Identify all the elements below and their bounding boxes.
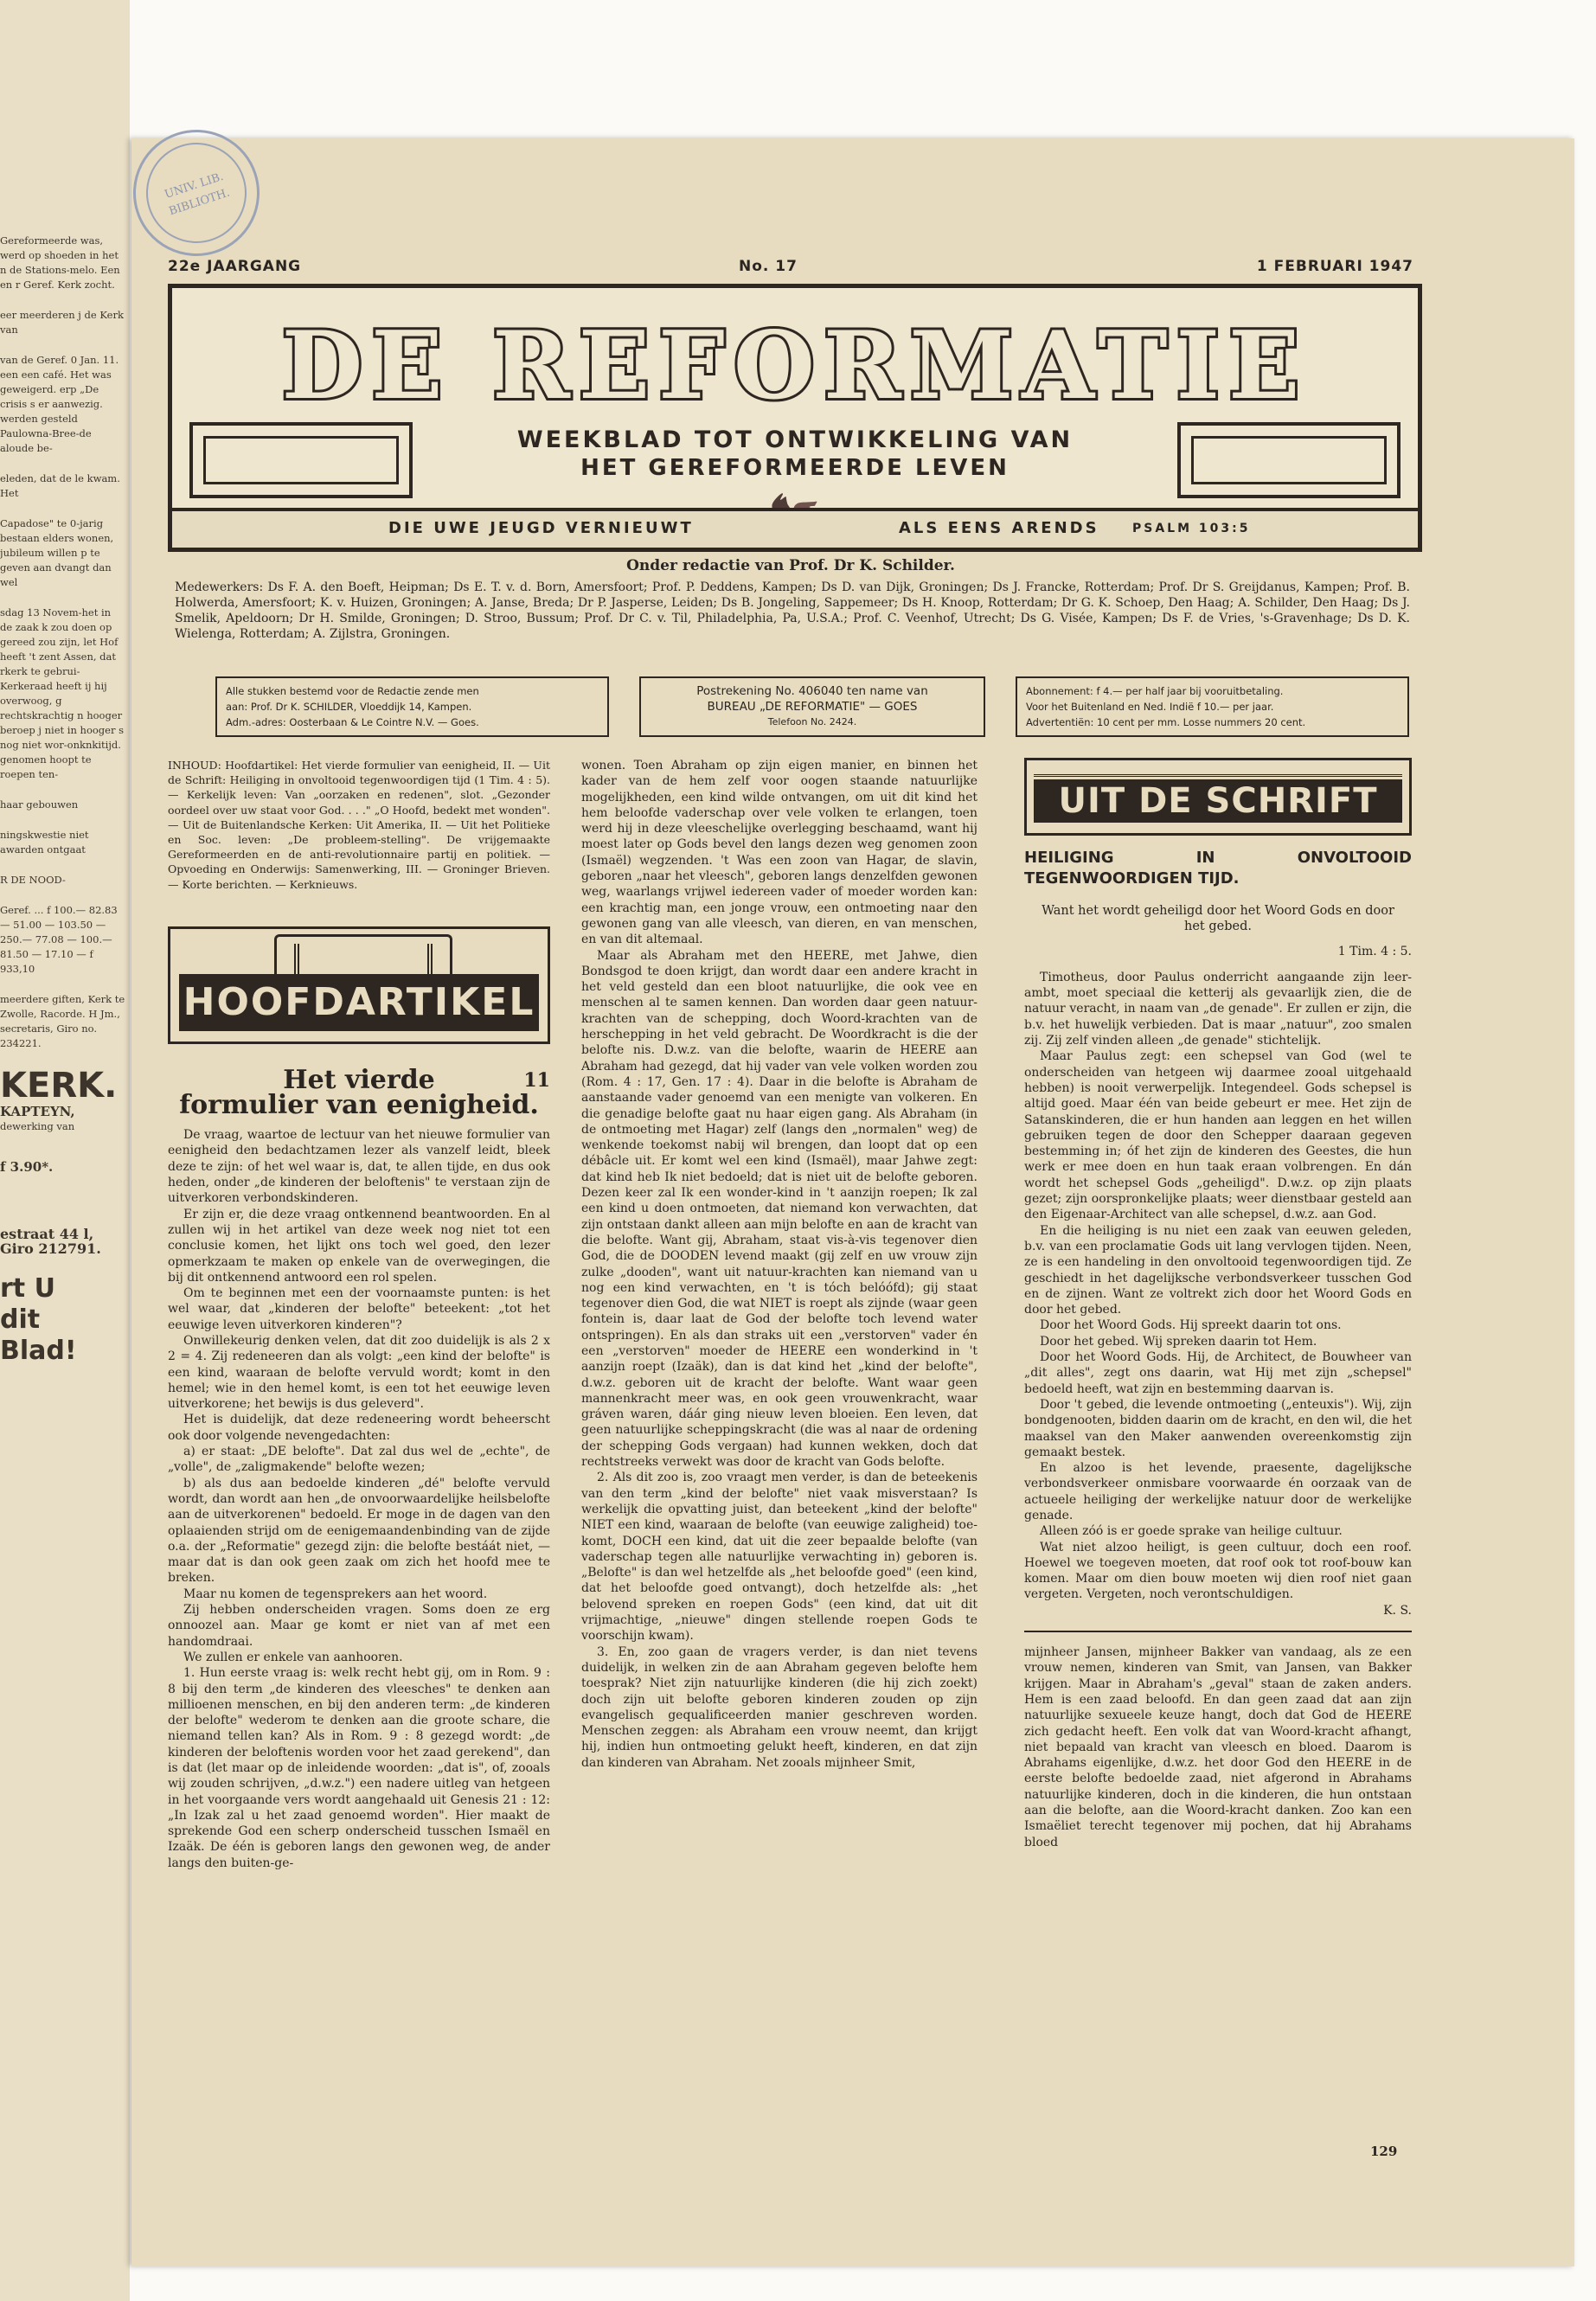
info-line: Voor het Buitenland en Ned. Indië f 10.— per jaar. [1026,701,1274,713]
article-title-line2: formulier van eenigheid. [179,1089,539,1120]
prev-fragment: meerdere giften, Kerk te Zwolle, Racorde. H Jm., secretaris, Giro no. 234221. [0,993,125,1049]
table-of-contents: INHOUD: Hoofdartikel: Het vierde formulier van eenigheid, II. — Uit de Schrift: Heiliging in onvoltooid tegenwoordigen tijd (1 Tim. 4 : 5). — Kerkelijk leven: Van „oorzaken en redenen", slot. „Gezonder oordeel over uw staat voor God. . . ." „O Hoofd, bedekt met wonden". — Uit de Buitenlandsche Kerken: Uit Amerika, II. — Uit het Politieke en Soc. leven: „De probleem-stelling". De vrijgemaakte Gereformeerden en de anti-revolutionnaire partij en politiek. — Opvoeding en Onderwijs: Samenwerking, III. — Groninger Brieven. — Korte berichten. — Kerknieuws. [168,759,550,891]
paragraph: Onwillekeurig denken velen, dat dit zoo duidelijk is als 2 x 2 = 4. Zij redeneeren dan als volgt: „een kind der belofte" is een kind, waaraan de belofte vervuld wordt; komt in den hemel; wie in den hemel komt, is een tot het eeuwige leven uitverkorene; het bewijs is dus geleverd". [168,1333,550,1412]
prev-fragment: Capadose" te 0-jarig bestaan elders wonen, jubileum willen p te geven aan dvangt dan wel [0,517,114,588]
prev-fragment: Gereformeerde was, werd op shoeden in het n de Stations-melo. Een en r Geref. Kerk zocht. [0,234,120,291]
paragraph: mijnheer Jansen, mijnheer Bakker van vandaag, als ze een vrouw nemen, kinderen van Smit, van Jansen, van Bakker krijgen. Maar in Abraham's „geval" staan de zaken anders. Hem is een zaad beloofd. En dan geen zaad dat aan zijn natuurlijke sexueele keuze hangt, doch dat God de HEERE zich gedacht heeft. Een volk dat van Woord-kracht afhangt, niet bepaald van kracht van vleesch en bloed. Daarom is Abrahams eigenlijke, d.w.z. het door God den HEERE in de eerste belofte bedoelde zaad, niet afgerond in Abrahams natuurlijke kinderen, doch in die kinderen, die hun ontstaan aan die belofte, aan die Woord-kracht danken. Zoo kan een Ismaëliet terecht tegenover mij pochen, dat hij Abrahams bloed [1024,1645,1412,1849]
paragraph: Wat niet alzoo heiligt, is geen cultuur, doch een roof. Hoewel we toegeven moeten, dat roof ook tot roof-bouw kan komen. Maar om dien bouw moeten wij dien roof niet gaan vergeten. Vergeten, noch verontschuldigen. [1024,1540,1412,1602]
paragraph: Maar Paulus zegt: een schepsel van God (wel te onderscheiden van hetgeen wij daarmee zooal uitgehaald hebben) is nooit verwerpelijk. Integendeel. Gods schepsel is altijd goed. Maar één van beide gebeurt er mee. Het zijn de Satanskinderen, die er hun handen aan leggen en het willen gebruiken tegen de door den Schepper daaraan gegeven bestemming in; óf het zijn de kinderen des Geestes, die hun werk er mee doen en hun taak eraan volbrengen. En dán wordt het schepsel Gods „geheiligd". D.w.z. op zijn plaats gezet; zijn oorspronkelijke plaats; weer dienstbaar gesteld aan den Eigenaar-Architect van alle schepsel, d.w.z. aan God. [1024,1049,1412,1222]
paragraph: Om te beginnen met een der voornaamste punten: is het wel waar, dat „kinderen der belofte" beteekent: „tot het eeuwige leven uitverkoren kinderen"? [168,1286,550,1332]
divider [1024,1631,1412,1632]
info-line: Abonnement: f 4.— per half jaar bij vooruitbetaling. [1026,685,1284,697]
hoofdartikel-banner [168,926,550,1044]
prev-fragment: R DE NOOD- [0,874,66,886]
jaargang: 22e JAARGANG [168,258,302,275]
section-subtitle: HEILIGING IN ONVOLTOOID TEGENWOORDIGEN TIJD. [1024,849,1412,888]
prev-ad-giro: Giro 212791. [0,1240,101,1257]
prev-ad-bottom2: dit Blad! [0,1304,77,1366]
info-line: Alle stukken bestemd voor de Redactie zende men [226,685,479,697]
editorial-address-box [215,676,609,737]
paragraph: Maar nu komen de tegensprekers aan het woord. [183,1586,488,1601]
paragraph: Het is duidelijk, dat deze redeneering wordt beheerscht ook door volgende nevengedachten: [168,1413,550,1443]
paragraph: 2. Als dit zoo is, zoo vraagt men verder, is dan de beteekenis van den term „kind der belofte" niet vaak misverstaan? Is werkelijk die opvatting juist, dan beteekent „kind der belofte" NIET een kind, waaraan de belofte (van eeuwige zaligheid) toe-komt, DOCH een kind, dat uit die zeer bepaalde belofte (van vaderschap tegen alle natuurlijke verwachting in) geboren is. „Belofte" is dan wel hetzelfde als „het beloofde goed" (een kind, dat het beloofde goed ontvangt), doch hetzelfde als: „het belovend spreken en roepen Gods" (een kind, dat uit dit vrijmachtige, „nieuwe" dingen stellende roepen Gods te voorschijn kwam). [581,1471,977,1644]
paragraph: Alleen zóó is er goede sprake van heilige cultuur. [1040,1524,1343,1539]
prev-fragment: eleden, dat de le kwam. Het [0,472,120,499]
prev-fragment: sdag 13 Novem-het in de zaak k zou doen op gereed zou zijn, let Hof heeft 't zent Assen, dat rkerk te gebrui-Kerkeraad heeft ij hij overwoog, g rechtskrachtig n hooger beroep j niet in hooger s nog niet wor-onknkitijd. genomen hoopt te roepen ten- [0,606,125,780]
masthead-motto-band [172,508,1418,548]
paragraph: We zullen er enkele van aanhooren. [183,1650,403,1664]
masthead [168,284,1422,552]
paragraph: 1. Hun eerste vraag is: welk recht hebt gij, om in Rom. 9 : 8 bij den term „de kinderen des vleesches" te denken aan millioenen menschen, en bij den anderen term: „de kinderen der belofte" wederom te denken aan die groote schare, die niemand tellen kan? Als in Rom. 9 : 8 gezegd wordt: „de kinderen der beloftenis worden voor het zaad gerekend", dan is dat (let maar op de inleidende woorden: „dat is", of, zooals wij zouden schrijven, „d.w.z.") een nadere uitleg van hetgeen in het voorgaande vers wordt aangehaald uit Genesis 21 : 12: „In Izak zal u het zaad genoemd worden". Hier maakt de sprekende God een scherp onderscheid tusschen Ismaël en Izaäk. De één is geboren langs den gewonen weg, de ander langs den buiten-ge- [168,1666,550,1870]
paragraph: Door het Woord Gods. Hij spreekt daarin tot ons. [1040,1318,1342,1333]
postal-account-box [639,676,985,737]
scripture-motto: Want het wordt geheiligd door het Woord Gods en door het gebed. [1042,904,1394,934]
article-part-number: 11 [523,1068,550,1092]
paragraph: a) er staat: „DE belofte". Dat zal dus wel de „echte", de „volle", de „zaligmakende" belofte wezen; [168,1445,550,1475]
subscription-box [1016,676,1409,737]
info-line: Advertentiën: 10 cent per mm. Losse nummers 20 cent. [1026,716,1306,728]
paragraph: Door het Woord Gods. Hij, de Architect, de Bouwheer van „dit alles", zegt ons daarin, wat Hij met zijn „schepsel" bedoeld heeft, wat zijn en bestemming daarvan is. [1024,1350,1412,1396]
column-2 [581,758,977,1771]
motto-reference: PSALM 103:5 [1132,522,1251,535]
paragraph: Door 't gebed, die levende ontmoeting („enteuxis"). Wij, zijn bondgenooten, bidden daarin om de kracht, en den wil, die het maaksel van den Maker aanwenden overeenkomstig zijn gemaakt bestek. [1024,1397,1412,1459]
prev-ad-line: dewerking van [0,1120,75,1132]
masthead-ornament-left [189,422,413,498]
masthead-subtitle-2: HET GEREFORMEERDE LEVEN [580,455,1010,481]
article-title [168,1063,550,1098]
masthead-subtitle-1: WEEKBLAD TOT ONTWIKKELING VAN [516,426,1074,453]
column-1 [168,758,550,1871]
masthead-title: DE REFORMATIE [281,311,1309,420]
issue-date: 1 FEBRUARI 1947 [1256,258,1413,275]
previous-page-fragment [0,234,125,1877]
info-line: aan: Prof. Dr K. SCHILDER, Vloeddijk 14, Kampen. [226,701,472,713]
paragraph: En alzoo is het levende, praesente, dagelijksche verbondsverkeer onmisbare voorwaarde én oorzaak van de actueele heiliging der werkelijke natuur door de werkelijke genade. [1024,1461,1412,1522]
prev-ad-bottom1: rt U [0,1273,55,1304]
paragraph: Er zijn er, die deze vraag ontkennend beantwoorden. En al zullen wij in het artikel van deze week nog niet tot een conclusie komen, het lijkt ons toch wel goed, den lezer opmerkzaam te maken op enkele van de overwegingen, die bij dit ontkennend antwoord een rol spelen. [168,1207,550,1285]
banner-ornament [274,934,452,977]
uit-de-schrift-label: UIT DE SCHRIFT [1034,779,1402,823]
uit-de-schrift-banner [1024,758,1412,836]
banner-ornament [1034,764,1402,777]
info-line: Postrekening No. 406040 ten name van [696,684,928,698]
library-stamp [117,113,276,272]
paragraph: En die heiliging is nu niet een zaak van eeuwen geleden, b.v. van een proclamatie Gods uit lang vervlogen tijden. Neen, ze is een handeling in den onvoltooid tegenwoordigen tijd. Ze geschiedt in het dagelijksche verbondsverkeer tusschen God en de zijnen. Want ze voltrekt zich door het Woord Gods en door het gebed. [1024,1223,1412,1317]
paragraph: Maar als Abraham met den HEERE, met Jahwe, dien Bondsgod te doen krijgt, dan wordt daar een andere kracht in het veld gesteld dan een bloot natuurlijke, die ook vee en menschen al te samen kennen. Dan worden daar geen natuur-krachten van de schepping, doch Woord-krachten van de herschepping in het veld gebracht. De Woordkracht is die der belofte nis. D.w.z. van die belofte, waarin de HEERE aan Abraham had gezegd, dat hij vader van vele volken worden zou (Rom. 4 : 17, Gen. 17 : 4). Daar in die belofte is Abraham de aanstaande vader genoemd van een menigte van volkeren. En die genadige belofte gaat nu haar eigen gang. Als Abraham (in de ontmoeting met Hagar) zelf (langs den „normalen" weg) de wenkende toekomst nabij wil brengen, dan loopt dat op een débâcle uit. Er komt wel een kind (Ismaël), maar Jahwe zegt: dat kind heb Ik niet bedoeld; dat is niet uit de belofte geboren. Dezen keer zal Ik een wonder-kind in 't aanzijn roepen; Ik zal een kind u doen ontmoeten, dat niemand kon verwachten, dat zijn ontstaan dankt alleen aan mijn belofte en aan de kracht van die belofte. Want gij, Abraham, staat vis-à-vis tegenover dien God, die de DOODEN levend maakt (gij zelf en uw vrouw zijn zulke „dooden", want uit natuur-krachten kan niemand van u nog een kind verwachten, en 't is tóch belóófd); gij staat tegenover dien God, die wat NIET is roept als zijnde (waar geen fontein is, daar laat de God der belofte toch levend water ontspringen). En als dan straks uit een „verstorven" vader én een „verstorven" moeder de HEERE een wonderkind in 't aanzijn roept (Izaäk), dan is dat kind het „kind der belofte", d.w.z. geboren uit de kracht der belofte. Want waar geen mannenkracht meer was, en ook geen vrouwenkracht, waar gráven waren, dáár ging nieuw leven bloeien. Een leven, dat geen natuurlijke scheppingskracht (die was al naar de ordening der schepping Gods vergaan) had kunnen wekken, doch dat rechtstreeks verwekt was door de kracht van Gods belofte. [581,948,977,1470]
signature: K. S. [1383,1603,1412,1618]
prev-fragment: haar gebouwen [0,798,79,811]
paragraph: Zij hebben onderscheiden vragen. Soms doen ze erg onnoozel aan. Maar ge komt er niet van af met een handomdraai. [168,1603,550,1649]
prev-ad-kerk: KERK. [0,1066,118,1106]
paragraph: b) als dus aan bedoelde kinderen „dé" belofte vervuld wordt, dan wordt aan hen „de onvoorwaardelijke heilsbelofte aan de uitverkorenen" bedoeld. Er moge in de dagen van den oplaaienden strijd om de eenigemaandenbinding van de zijde o.a. der „Reformatie" gezegd zijn: die belofte bestáát niet, — maar dat is dan ook geen zaak om zich het hoofd mee te breken. [168,1476,550,1586]
paragraph: 3. En, zoo gaan de vragers verder, is dan niet tevens duidelijk, in welken zin de aan Abraham gegeven belofte hem toesprak? Niet zijn natuurlijke kinderen (die hij zich zoekt) doch zijn uit belofte geboren kinderen zouden op zijn evangelisch gequalificeerden manier geschreven worden. Menschen zeggen: als Abraham een vrouw neemt, dan krijgt hij, indien hun ontmoeting gelukt heeft, kinderen, en dat zijn dan kinderen van Abraham. Net zooals mijnheer Smit, [581,1644,977,1770]
info-line: BUREAU „DE REFORMATIE" — GOES [707,700,918,714]
issue-number: No. 17 [739,258,798,275]
prev-fragment: van de Geref. 0 Jan. 11. een een café. Het was geweigerd. erp „De crisis s er aanwezig. werden gesteld Paulowna-Bree-de aloude be- [0,354,119,454]
paragraph: De vraag, waartoe de lectuur van het nieuwe formulier van eenigheid den bedachtzamen lezer als vanzelf leidt, bleek deze te zijn: of het wel waar is, dat, te allen tijde, en dus ook heden, onder „de kinderen der beloftenis" te verstaan zijn de uitverkoren verbondskinderen. [168,1128,550,1206]
motto-right: ALS EENS ARENDS [899,519,1099,537]
hoofdartikel-label: HOOFDARTIKEL [179,974,539,1031]
info-line: Adm.-adres: Oosterbaan & Le Cointre N.V. — Goes. [226,716,479,728]
newspaper-page [131,138,1574,2266]
prev-ad-price: f 3.90*. [0,1159,54,1175]
prev-ad-kapteyn: KAPTEYN, [0,1104,75,1119]
prev-fragment: Geref. ... f 100.— 82.83 — 51.00 — 103.50 — 250.— 77.08 — 100.— 81.50 — 17.10 — f 933,10 [0,904,118,975]
contributors: Medewerkers: Ds F. A. den Boeft, Heipman; Ds E. T. v. d. Born, Amersfoort; Prof. P. Deddens, Kampen; Ds D. van Dijk, Groningen; Ds J. Francke, Rotterdam; Prof. Dr S. Greijdanus, Kampen; Prof. B. Holwerda, Amersfoort; K. v. Huizen, Groningen; A. Janse, Breda; Dr P. Jasperse, Leiden; Ds B. Jongeling, Sappemeer; Ds H. Knoop, Rotterdam; Dr G. K. Schoep, Den Haag; A. Schilder, Den Haag; Ds J. Smelik, Apeldoorn; Dr H. Smilde, Groningen; D. Stroo, Bussum; Prof. Dr C. v. Til, Philadelphia, Pa, U.S.A.; Prof. C. Veenhof, Utrecht; Ds G. Visée, Kampen; Ds F. de Vries, 's-Gravenhage; Ds D. K. Wielenga, Rotterdam; A. Zijlstra, Groningen. [175,580,1410,641]
scripture-reference: 1 Tim. 4 : 5. [1337,944,1412,958]
article-title-line1: Het vierde [283,1064,435,1095]
paragraph: Door het gebed. Wij spreken daarin tot Hem. [1040,1334,1317,1349]
paragraph: Timotheus, door Paulus onderricht aangaande zijn leer-ambt, moet speciaal die ketterij als gevaarlijk zien, die de natuur veracht, in naam van „de genade". Er zullen er zijn, die b.v. het huwelijk verbieden. Dat is maar „natuur", zoo smalen zij. Zij zelf vinden alleen „de genade" stichtelijk. [1024,970,1412,1048]
column-3 [1024,758,1412,1850]
prev-fragment: eer meerderen j de Kerk van [0,309,124,336]
prev-fragment: ningskwestie niet awarden ontgaat [0,829,89,856]
stamp-text: UNIV. LIB. BIBLIOTH. [163,170,232,219]
paragraph: wonen. Toen Abraham op zijn eigen manier, en binnen het kader van de hem zelf voor oogen staande natuurlijke mogelijkheden, een kind wilde ontvangen, om uit dit kind het hem beloofde vaderschap over vele volken te erlangen, toen werd hij in deze vleeschelijke overlegging beschaamd, want hij moest later op Gods bevel den langs dezen weg genomen zoon (Ismaël) wegzenden. 't Was een zoon van Hagar, de slavin, geboren „naar het vleesch", geboren langs denzelfden gewonen weg, waarlangs vrijwel iedereen vader of moeder worden kan: een krachtig man, een jonge vrouw, een ontmoeting naar den gewonen gang van alle vleesch, van dieren, en van menschen, en van dit altemaal. [581,759,977,947]
page-number: 129 [1370,2144,1398,2159]
prev-ad-address: estraat 44 l, [0,1226,94,1242]
info-line: Telefoon No. 2424. [767,716,857,727]
editor-line: Onder redactie van Prof. Dr K. Schilder. [626,557,955,574]
masthead-ornament-right [1177,422,1401,498]
motto-left: DIE UWE JEUGD VERNIEUWT [388,519,694,537]
